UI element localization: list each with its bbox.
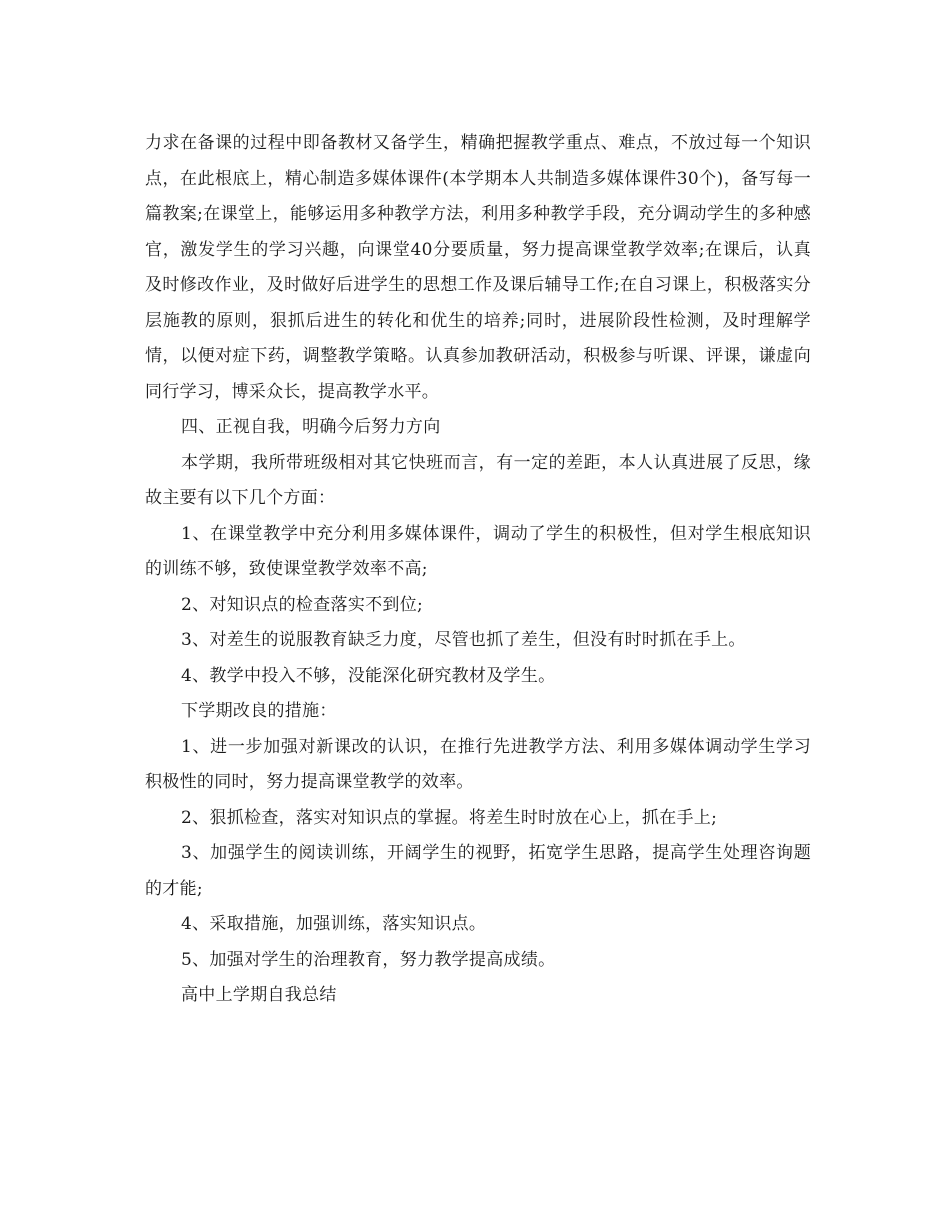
list-item-measure-5: 5、加强对学生的治理教育，努力教学提高成绩。 [181,949,556,970]
list-item-problem-3: 3、对差生的说服教育缺乏力度，尽管也抓了差生，但没有时时抓在手上。 [181,630,746,650]
list-item-measure-3: 3、加强学生的阅读训练，开阔学生的视野，拓宽学生思路，提高学生处理咨询题的才能; [145,843,811,899]
paragraph-reflection-intro: 本学期，我所带班级相对其它快班而言，有一定的差距，本人认真进展了反思，缘故主要有以下几个方面： [145,452,811,508]
list-item-measure-1: 1、进一步加强对新课改的认识，在推行先进教学方法、利用多媒体调动学生学习积极性的同时，努力提高课堂教学的效率。 [145,736,811,792]
list-item-problem-4: 4、教学中投入不够，没能深化研究教材及学生。 [181,665,556,686]
list-item-problem-1: 1、在课堂教学中充分利用多媒体课件，调动了学生的积极性，但对学生根底知识的训练不够，致使课堂教学效率不高; [145,523,811,579]
list-item-problem-2: 2、对知识点的检查落实不到位; [181,594,424,615]
section-heading-self-reflection: 四、正视自我，明确今后努力方向 [181,417,441,437]
list-item-measure-4: 4、采取措施，加强训练，落实知识点。 [181,914,487,934]
document-body [145,126,811,1014]
paragraph-teaching-process: 力求在备课的过程中即备教材又备学生，精确把握教学重点、难点，不放过每一个知识点，在此根底上，精心制造多媒体课件(本学期本人共制造多媒体课件30个)，备写每一篇教案;在课堂上，能够运用多种教学方法，利用多种教学手段，充分调动学生的多种感官，激发学生的学习兴趣，向课堂40分要质量，努力提高课堂教学效率;在课后，认真及时修改作业，及时做好后进学生的思想工作及课后辅导工作;在自习课上，积极落实分层施教的原则，狠抓后进生的转化和优生的培养;同时，进展阶段性检测，及时理解学情，以便对症下药，调整教学策略。认真参加教研活动，积极参与听课、评课，谦虚向同行学习，博采众长，提高教学水平。 [145,133,811,402]
subheading-improvement-measures: 下学期改良的措施： [181,701,337,721]
list-item-measure-2: 2、狠抓检查，落实对知识点的掌握。将差生时时放在心上，抓在手上; [181,807,718,828]
document-section-title: 高中上学期自我总结 [181,985,337,1005]
